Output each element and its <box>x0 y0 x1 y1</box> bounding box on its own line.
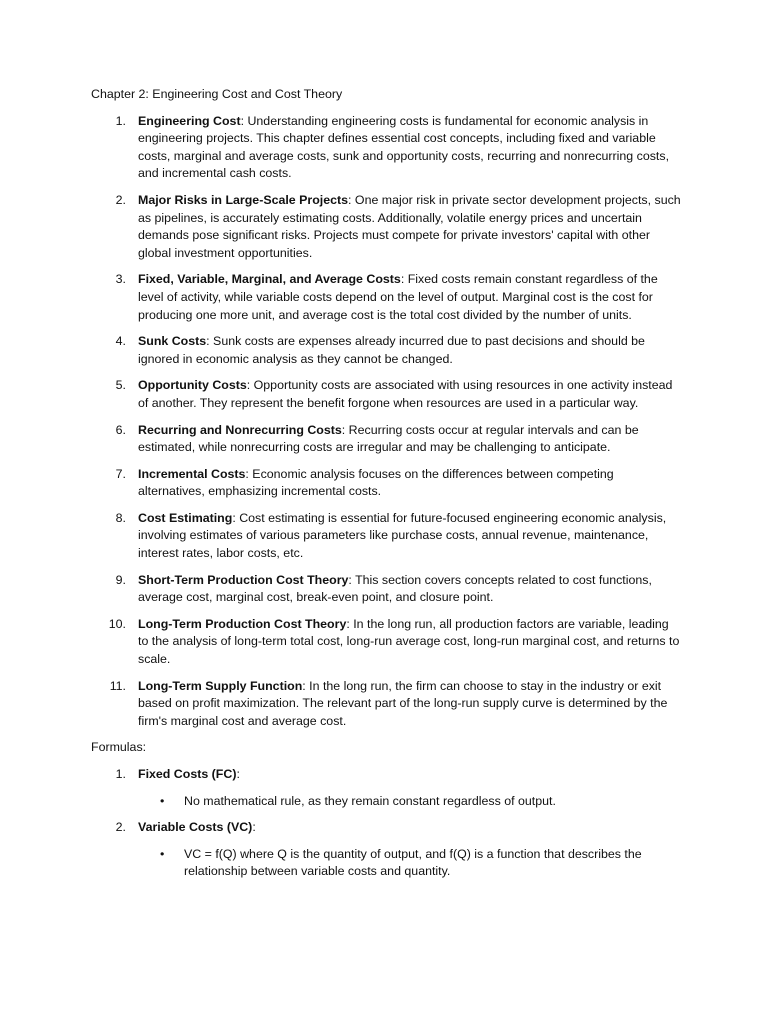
item-term: Fixed, Variable, Marginal, and Average Costs <box>138 272 401 287</box>
item-number: 1. <box>115 113 126 128</box>
item-number: 1. <box>115 767 126 781</box>
item-number: 6. <box>115 422 126 437</box>
item-text: : Cost estimating is essential for future-focused engineering economic analysis, involving estimates of various parameters like purchase costs, annual revenue, maintenance, interest rates, labor costs, etc. <box>138 510 667 561</box>
bullet-text: No mathematical rule, as they remain constant regardless of output. <box>184 793 556 808</box>
list-item <box>91 572 681 607</box>
bullet-text: VC = f(Q) where Q is the quantity of output, and f(Q) is a function that describes the relationship between variable costs and quantity. <box>184 846 642 879</box>
formula-item <box>91 766 681 810</box>
item-term: Long-Term Supply Function <box>138 678 303 693</box>
item-text: : <box>252 820 256 835</box>
item-term: Opportunity Costs <box>138 378 247 393</box>
formula-item <box>91 819 681 881</box>
item-text: : Opportunity costs are associated with using resources in one activity instead of another. They represent the benefit forgone when resources are used in a particular way. <box>138 378 673 410</box>
list-item <box>91 377 681 412</box>
list-item <box>91 616 681 669</box>
item-term: Sunk Costs <box>138 334 207 349</box>
formulas-list <box>91 766 681 881</box>
item-number: 2. <box>115 192 126 207</box>
item-text: : This section covers concepts related to cost functions, average cost, marginal cost, break-even point, and closure point. <box>138 572 652 605</box>
item-term: Short-Term Production Cost Theory <box>138 572 349 587</box>
item-number: 11. <box>109 678 126 693</box>
item-number: 3. <box>115 272 126 287</box>
list-item <box>91 422 681 457</box>
item-number: 7. <box>115 466 126 481</box>
bullet-item <box>138 793 681 811</box>
item-text: : Understanding engineering costs is fundamental for economic analysis in engineering projects. This chapter defines essential cost concepts, including fixed and variable costs, marginal and average costs, sunk and opportunity costs, recurring and nonrecurring costs, and incremental cash costs. <box>138 113 670 181</box>
item-term: Engineering Cost <box>138 113 241 128</box>
item-text: : In the long run, all production factors are variable, leading to the analysis of long-term total cost, long-run average cost, long-run marginal cost, and returns to scale. <box>138 616 680 667</box>
formulas-label: Formulas: <box>91 740 147 755</box>
formula-bullets <box>138 793 681 811</box>
list-item <box>91 333 681 368</box>
item-number: 10. <box>108 616 126 631</box>
list-item <box>91 271 681 324</box>
item-number: 8. <box>115 510 126 525</box>
item-text: : <box>236 767 240 781</box>
list-item <box>91 510 681 563</box>
bullet-icon: • <box>160 846 165 861</box>
item-number: 5. <box>115 378 126 393</box>
item-text: : Economic analysis focuses on the differences between competing alternatives, emphasizing incremental costs. <box>138 466 614 499</box>
item-number: 9. <box>115 572 126 587</box>
item-number: 2. <box>115 820 126 835</box>
item-text: : Sunk costs are expenses already incurred due to past decisions and should be ignored in economic analysis as they cannot be changed. <box>138 334 645 366</box>
item-term: Long-Term Production Cost Theory <box>138 616 347 631</box>
item-text: : In the long run, the firm can choose to stay in the industry or exit based on profit maximization. The relevant part of the long-run supply curve is determined by the firm's marginal cost and average cost. <box>138 678 668 728</box>
item-text: : One major risk in private sector development projects, such as pipelines, is accurately estimating costs. Additionally, volatile energy prices and uncertain demands pose significant risks. Projects must compete for private investors' capital with other global investment opportunities. <box>138 192 681 260</box>
item-term: Fixed Costs (FC) <box>138 767 237 781</box>
concepts-list <box>91 113 681 731</box>
formula-bullets <box>138 846 681 881</box>
bullet-item <box>138 846 681 881</box>
item-term: Cost Estimating <box>138 510 233 525</box>
item-term: Variable Costs (VC) <box>138 820 253 835</box>
item-number: 4. <box>115 334 126 349</box>
item-term: Recurring and Nonrecurring Costs <box>138 422 342 437</box>
item-term: Incremental Costs <box>138 466 246 481</box>
chapter-heading: Chapter 2: Engineering Cost and Cost Theory <box>91 87 343 101</box>
list-item <box>91 678 681 731</box>
list-item <box>91 466 681 501</box>
document-page <box>91 86 681 890</box>
item-term: Major Risks in Large-Scale Projects <box>138 192 349 207</box>
list-item <box>91 192 681 262</box>
item-text: : Recurring costs occur at regular intervals and can be estimated, while nonrecurring costs are irregular and may be challenging to anticipate. <box>138 422 639 455</box>
list-item <box>91 113 681 183</box>
item-text: : Fixed costs remain constant regardless of the level of activity, while variable costs depend on the level of output. Marginal cost is the cost for producing one more unit, and average cost is the total cost divided by the number of units. <box>138 272 658 322</box>
bullet-icon: • <box>160 793 165 808</box>
